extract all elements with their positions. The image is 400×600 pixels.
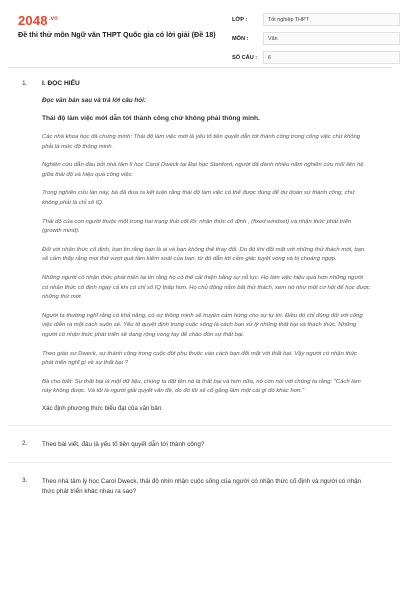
passage-paragraph: Các nhà khoa học đã chứng minh: Thái độ làm việc mới là yếu tố tiên quyết dẫn tới thành công trong công việc chứ không phải là mức độ thông minh.: [42, 134, 361, 150]
meta-row-subject: [232, 29, 400, 48]
question-2: [8, 426, 392, 450]
meta-label-class: LỚP :: [232, 16, 248, 23]
passage-paragraph: Những người có nhận thức phát triển lại tin rằng họ có thể cải thiện bằng sự nỗ lực. Họ làm việc hiệu quả hơn những người có nhận thức cố định ngay cả khi có chỉ số IQ thấp hơn. Họ chủ động nắm bắt thử thách, xem nó như một cơ hội để học được những thứ mới.: [42, 274, 370, 301]
passage-paragraph: Đối với nhận thức cố định, bạn tin rằng bạn là ai và bạn không thể thay đổi. Do đó khi đối mặt với những thử thách mới, bạn sẽ cảm thấy rằng mọi thứ vượt quá tầm kiểm soát của bạn, từ đó dẫn tới cảm giác tuyệt vọng và bị choáng ngợp.: [42, 246, 365, 263]
passage-title: Thái độ làm việc mới dẫn tới thành công chứ không phải thông minh.: [42, 115, 260, 122]
passage-paragraph: Thái độ của con người thuộc một trong hai trạng thái cốt lõi: nhận thức cố định , (fixed windset) và nhận thức phát triển (growth mind).: [42, 218, 352, 235]
question-3: [8, 463, 392, 497]
reading-instruction: Đọc văn bản sau và trả lời câu hỏi:: [42, 97, 146, 104]
passage-paragraph: Trong nghiên cứu lần này, bà đã đưa ra kết luận rằng thái độ làm việc có thể được dùng để dự đoán sự thành công, chứ không phải là chỉ số IQ.: [42, 190, 355, 206]
question-text: Theo nhà tâm lý học Carol Dweck, thái độ nhìn nhận cuộc sống của người có nhận thức cố định và người có nhận thức phát triển khác nhau ra sao?: [42, 478, 362, 496]
question-number: 1.: [22, 80, 28, 87]
exam-header: [8, 0, 392, 68]
passage-paragraph: Nghiên cứu dẫn đầu bởi nhà tâm lí học Carol Dweck tại Đại học Stanford, người đã dành nhiều năm nghiên cứu mối liên hệ giữa thái độ và hiệu quả công việc.: [42, 162, 364, 178]
meta-label-count: SỐ CÂU :: [232, 54, 258, 61]
logo-main: 2048: [18, 13, 48, 28]
passage-paragraph: Người ta thường nghĩ rằng có khả năng, có sự thông minh sẽ truyền cảm hứng cho sự tự tin. Điều đó chỉ đúng đối với công việc diễn ra một cách suôn sẻ. Yếu tố quyết định trong cuộc sống là cách bạn xử lý những thất bại và thách thức. Những người có nhận thức phát triển sẽ dang rộng vòng tay để chào đón sự thất bại.: [42, 312, 363, 338]
meta-row-class: [232, 10, 400, 29]
exam-meta: [232, 10, 400, 67]
section-heading: I. ĐỌC HIỂU: [42, 80, 80, 87]
meta-value-class: Tốt nghiệp THPT: [263, 13, 400, 26]
logo-suffix: .vn: [48, 15, 59, 22]
meta-row-count: [232, 48, 400, 67]
exam-content: [8, 68, 392, 497]
meta-value-count: 6: [263, 51, 400, 64]
question-text: Theo bài viết, đâu là yếu tố tiên quyết dẫn tới thành công?: [42, 441, 205, 449]
passage-paragraph: Theo giáo sư Dweck, sự thành công trong cuộc đời phụ thuộc vào cách bạn đối mặt với thất bại. Vậy người có nhận thức phát triển nghĩ gì về sự thất bại ?: [42, 350, 358, 367]
exam-title: Đề thi thử môn Ngữ văn THPT Quốc gia có lời giải (Đề 18): [18, 30, 216, 39]
meta-value-subject: Văn: [263, 32, 400, 45]
question-1: [8, 80, 392, 413]
question-number: 3.: [22, 477, 28, 485]
question-body: [30, 80, 392, 413]
meta-label-subject: MÔN :: [232, 35, 249, 42]
passage-paragraph: Bà cho biết: Sự thất bại là một dữ liệu, chúng ta đặt tên nó là thất bại và hơn nữa, nó còn nói với chúng ta rằng: "Cách làm này không được. Và tôi là người giải quyết vấn đề, do đó tôi sẽ cố gắng làm một cái gì đó khác hơn.": [42, 378, 361, 395]
question-text: Xác định phương thức biểu đạt của văn bản.: [42, 404, 163, 412]
site-logo[interactable]: [18, 13, 58, 28]
question-number: 2.: [22, 440, 28, 448]
